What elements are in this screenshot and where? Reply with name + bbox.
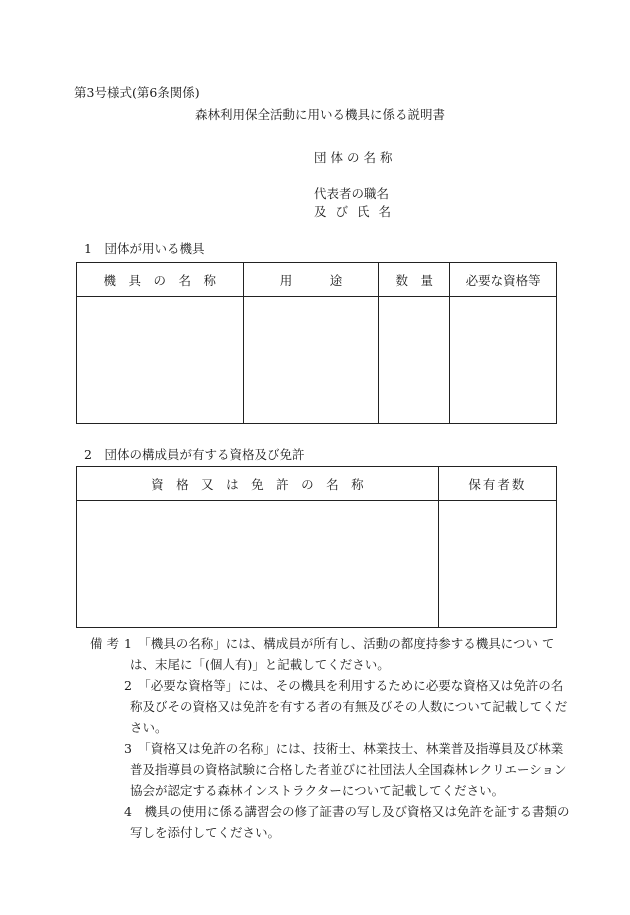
note-line: 写しを添付してください。 [130,825,281,840]
representative-title-label: 代表者の職名 [314,186,390,201]
col-holder-count: 保有者数 [438,467,556,501]
note-line: は、末尾に「(個人有)」と記載してください。 [130,657,390,672]
document-title: 森林利用保全活動に用いる機具に係る説明書 [195,107,446,122]
col-equipment-name: 機 具 の 名 称 [77,263,244,297]
section2-heading: 2 団体の構成員が有する資格及び免許 [84,447,305,462]
cell-purpose[interactable] [243,297,379,424]
col-quantity: 数 量 [379,263,450,297]
cell-qualification-name[interactable] [77,501,439,628]
section1-heading: 1 団体が用いる機具 [84,241,205,256]
organization-name-label: 団体の名称 [314,150,397,165]
note-line: 3 「資格又は免許の名称」には、技術士、林業技士、林業普及指導員及び林業 [124,741,564,756]
cell-required-qualification[interactable] [450,297,557,424]
col-required-qualification: 必要な資格等 [450,263,557,297]
note-line: 協会が認定する森林インストラクターについて記載してください。 [130,783,505,798]
note-line: さい。 [130,720,168,735]
equipment-table [76,262,557,424]
qualification-table [76,466,557,628]
note-line: 称及びその資格又は免許を有する者の有無及びその人数について記載してくだ [130,699,568,714]
cell-quantity[interactable] [379,297,450,424]
col-purpose: 用 途 [243,263,379,297]
cell-holder-count[interactable] [438,501,556,628]
notes-label: 備考 [90,636,124,651]
note-line: 1 「機具の名称」には、構成員が所有し、活動の都度持参する機具につい て [124,636,555,651]
cell-equipment-name[interactable] [77,297,244,424]
note-line: 2 「必要な資格等」には、その機具を利用するために必要な資格又は免許の名 [124,678,564,693]
note-line: 普及指導員の資格試験に合格した者並びに社団法人全国森林レクリエーション [130,762,567,777]
note-line: 4 機具の使用に係る講習会の修了証書の写し及び資格又は免許を証する書類の [124,804,570,819]
col-qualification-name: 資 格 又 は 免 許 の 名 称 [77,467,439,501]
form-number: 第3号様式(第6条関係) [74,85,200,100]
representative-name-label: 及び氏名 [314,204,401,219]
